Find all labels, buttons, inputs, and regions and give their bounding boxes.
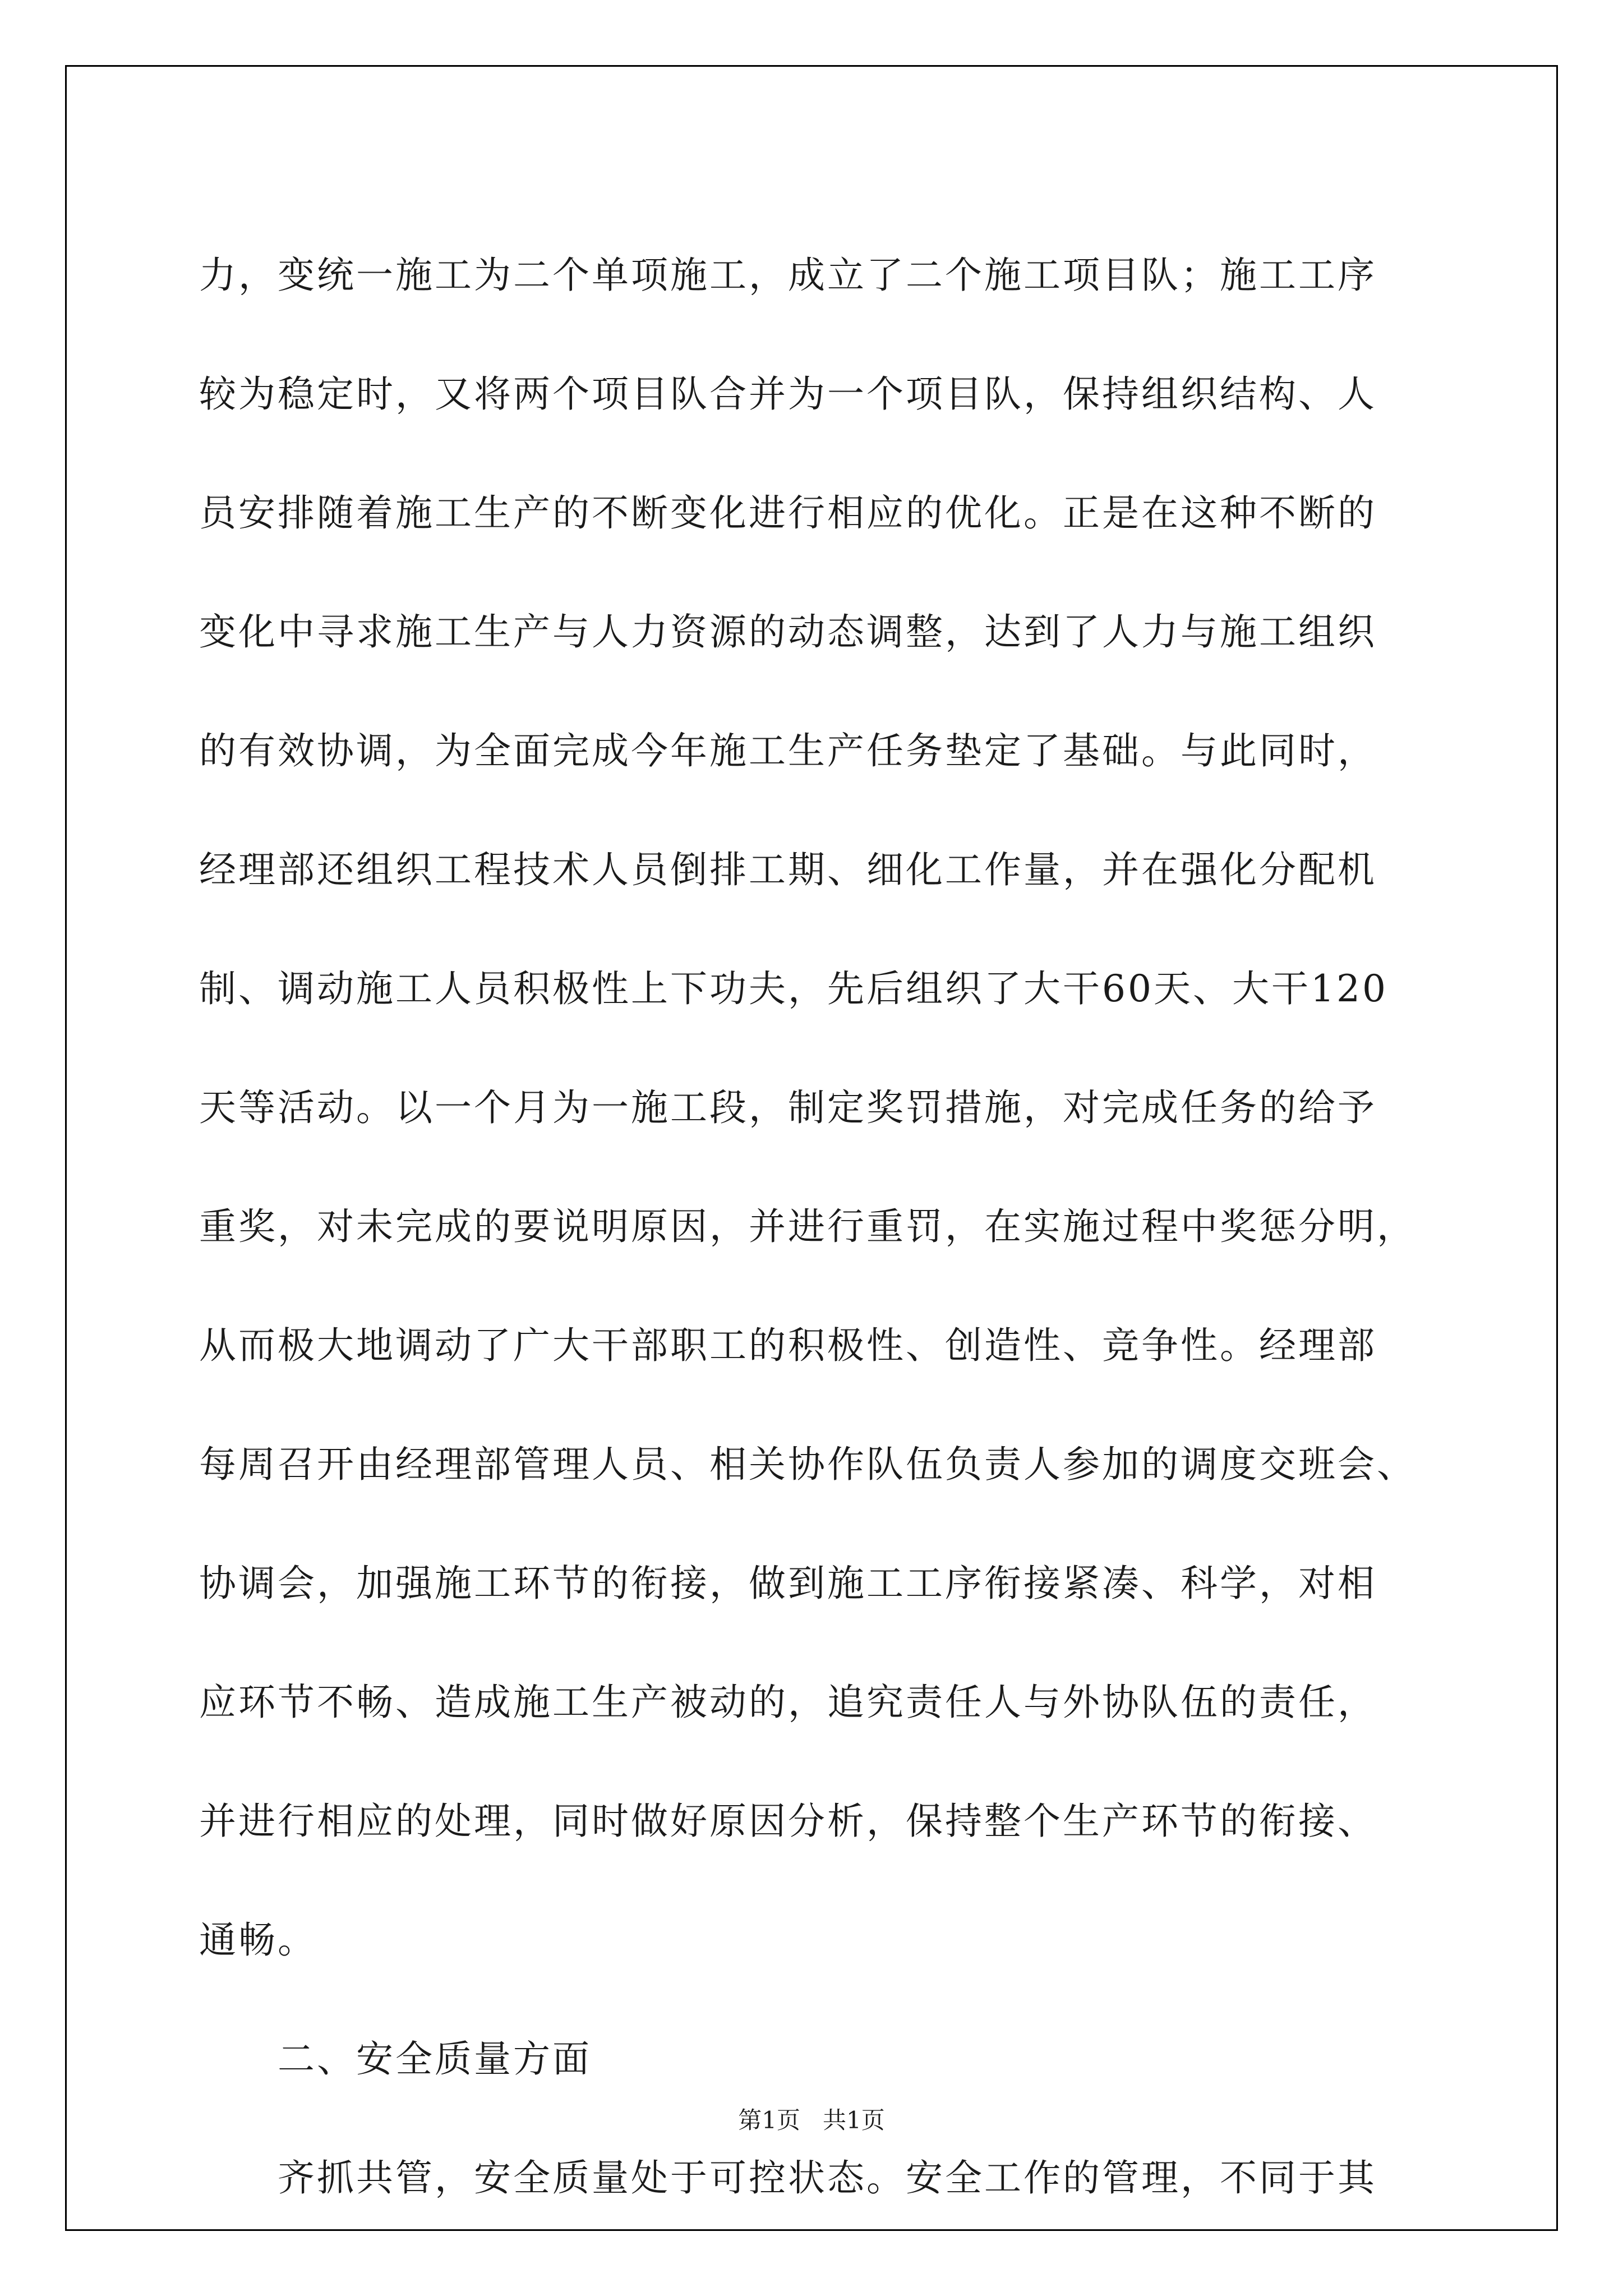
text-line: 重奖，对未完成的要说明原因，并进行重罚，在实施过程中奖惩分明， [199, 1205, 1416, 1248]
text-line: 天等活动。以一个月为一施工段，制定奖罚措施，对完成任务的给予 [199, 1086, 1377, 1129]
document-body [199, 216, 1433, 2238]
text-line: 每周召开由经理部管理人员、相关协作队伍负责人参加的调度交班会、 [199, 1443, 1416, 1486]
text-line: 较为稳定时，又将两个项目队合并为一个项目队，保持组织结构、人 [199, 372, 1377, 416]
text-line: 从而极大地调动了广大干部职工的积极性、创造性、竞争性。经理部 [199, 1324, 1377, 1367]
text-line: 制、调动施工人员积极性上下功夫，先后组织了大干60天、大干120 [199, 967, 1388, 1010]
text-line: 通畅。 [199, 1918, 317, 1962]
text-line: 并进行相应的处理，同时做好原因分析，保持整个生产环节的衔接、 [199, 1800, 1377, 1843]
text-line: 协调会，加强施工环节的衔接，做到施工工序衔接紧凑、科学，对相 [199, 1562, 1377, 1605]
text-line: 力，变统一施工为二个单项施工，成立了二个施工项目队；施工工序 [199, 254, 1377, 297]
section-heading: 二、安全质量方面 [278, 2037, 592, 2081]
text-line: 的有效协调，为全面完成今年施工生产任务垫定了基础。与此同时， [199, 729, 1377, 772]
text-line: 员安排随着施工生产的不断变化进行相应的优化。正是在这种不断的 [199, 491, 1377, 535]
section-first-line: 齐抓共管，安全质量处于可控状态。安全工作的管理，不同于其 [278, 2156, 1377, 2200]
text-line: 经理部还组织工程技术人员倒排工期、细化工作量，并在强化分配机 [199, 848, 1377, 891]
text-line: 变化中寻求施工生产与人力资源的动态调整，达到了人力与施工组织 [199, 610, 1377, 654]
text-line: 应环节不畅、造成施工生产被动的，追究责任人与外协队伍的责任， [199, 1681, 1377, 1724]
page-number-footer: 第1页 共1页 [738, 2106, 885, 2134]
